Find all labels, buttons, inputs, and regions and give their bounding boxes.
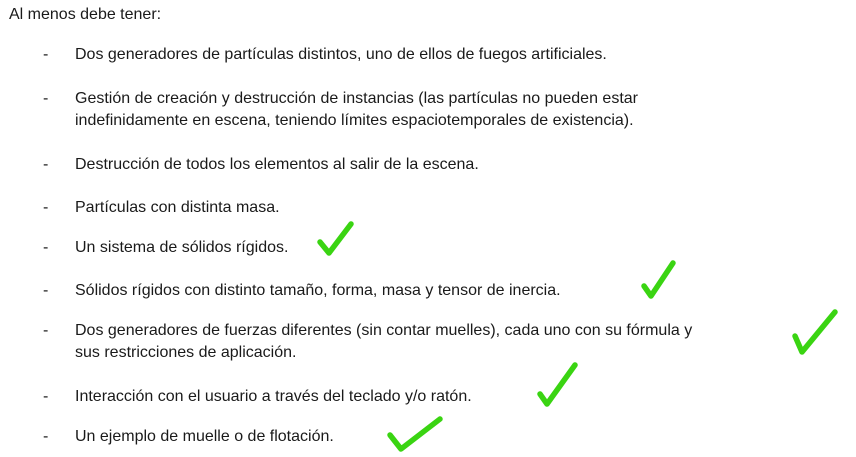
checkmark-icon [386, 413, 444, 455]
list-heading: Al menos debe tener: [9, 6, 162, 23]
bullet-dash: - [43, 156, 49, 173]
list-item-line: indefinidamente en escena, teniendo límites espaciotemporales de existencia). [75, 112, 634, 129]
bullet-dash: - [43, 239, 49, 256]
list-item-line: Un ejemplo de muelle o de flotación. [75, 428, 334, 445]
list-item-line: Dos generadores de partículas distintos, uno de ellos de fuegos artificiales. [75, 46, 607, 63]
checkmark-icon [316, 220, 356, 260]
list-item-line: Partículas con distinta masa. [75, 199, 280, 216]
list-item-text [75, 320, 805, 364]
list-item-line: Interacción con el usuario a través del teclado y/o ratón. [75, 388, 472, 405]
list-item-text [75, 154, 805, 176]
list-item-line: Un sistema de sólidos rígidos. [75, 239, 289, 256]
list-item-text [75, 197, 805, 219]
list-item-text [75, 88, 805, 132]
bullet-dash: - [43, 199, 49, 216]
bullet-dash: - [43, 428, 49, 445]
checkmark-icon [640, 258, 680, 302]
list-item-line: Destrucción de todos los elementos al salir de la escena. [75, 156, 479, 173]
list-item-text [75, 386, 805, 408]
checkmark-icon [790, 306, 840, 358]
list-item-text [75, 280, 805, 302]
list-item-line: Sólidos rígidos con distinto tamaño, forma, masa y tensor de inercia. [75, 282, 561, 299]
bullet-dash: - [43, 46, 49, 63]
list-item-text [75, 44, 805, 66]
bullet-dash: - [43, 388, 49, 405]
bullet-dash: - [43, 282, 49, 299]
list-item-line: sus restricciones de aplicación. [75, 344, 297, 361]
checkmark-icon [535, 360, 581, 410]
bullet-dash: - [43, 322, 49, 339]
list-item-line: Gestión de creación y destrucción de instancias (las partículas no pueden estar [75, 90, 638, 107]
list-item-line: Dos generadores de fuerzas diferentes (sin contar muelles), cada uno con su fórmula y [75, 322, 693, 339]
list-item-text [75, 237, 805, 259]
bullet-dash: - [43, 90, 49, 107]
